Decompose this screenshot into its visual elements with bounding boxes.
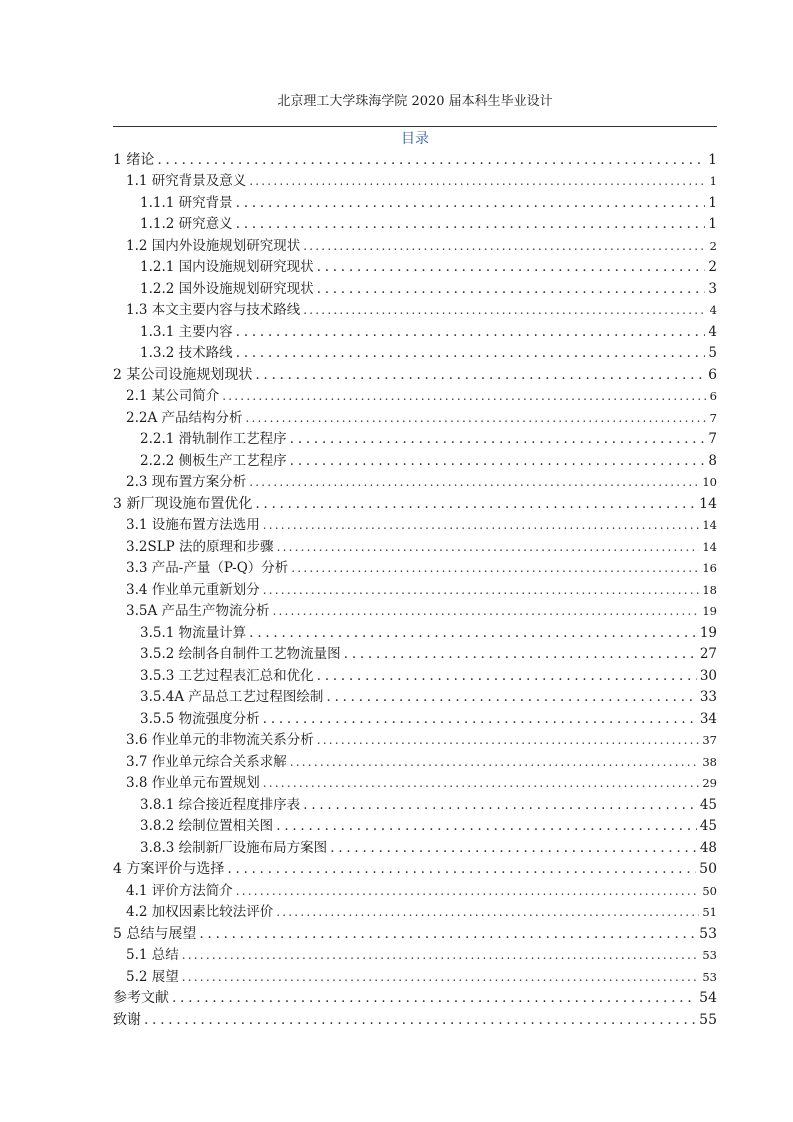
- toc-entry[interactable]: [113, 428, 717, 450]
- toc-entry-page: 18: [702, 582, 717, 597]
- toc-dot-leader: [249, 472, 699, 492]
- toc-entry-page: 4: [709, 303, 717, 317]
- toc-entry[interactable]: [113, 148, 717, 170]
- toc-entry-label: 1.2.1 国内设施规划研究现状: [140, 259, 314, 275]
- toc-entry-page: 1: [708, 216, 717, 232]
- toc-entry-label: 3.4 作业单元重新划分: [126, 581, 260, 598]
- table-of-contents: [113, 148, 717, 1030]
- toc-entry[interactable]: [113, 492, 717, 514]
- toc-entry-label: 3 新厂现设施布置优化: [113, 495, 253, 512]
- toc-entry[interactable]: [113, 858, 717, 880]
- toc-entry[interactable]: [113, 815, 717, 837]
- toc-dot-leader: [144, 1010, 696, 1030]
- toc-entry-page: 34: [699, 710, 717, 727]
- toc-dot-leader: [246, 408, 707, 428]
- toc-entry-label: 4 方案评价与选择: [113, 861, 225, 877]
- toc-entry-label: 致谢: [113, 1011, 141, 1028]
- toc-entry-page: 45: [699, 818, 717, 834]
- toc-dot-leader: [227, 859, 696, 879]
- toc-entry-page: 37: [702, 733, 717, 747]
- toc-entry[interactable]: [113, 277, 717, 299]
- toc-entry[interactable]: [113, 772, 717, 794]
- toc-entry-label: 2.3 现布置方案分析: [126, 474, 247, 490]
- toc-entry-page: 27: [699, 646, 717, 662]
- toc-entry-label: 1.3.2 技术路线: [140, 345, 233, 361]
- toc-entry-label: 3.3 产品-产量（P-Q）分析: [126, 560, 289, 576]
- toc-dot-leader: [326, 687, 696, 707]
- toc-entry[interactable]: [113, 557, 717, 579]
- toc-entry-label: 1.1.2 研究意义: [140, 216, 233, 232]
- toc-entry-label: 3.8.1 综合接近程度排序表: [140, 796, 301, 813]
- toc-entry[interactable]: [113, 664, 717, 686]
- toc-entry[interactable]: [113, 535, 717, 557]
- toc-title: 目录: [401, 131, 429, 147]
- toc-entry-page: 53: [702, 969, 717, 984]
- toc-entry[interactable]: [113, 944, 717, 966]
- toc-dot-leader: [172, 988, 696, 1008]
- toc-dot-leader: [273, 601, 700, 621]
- toc-entry-label: 3.5.3 工艺过程表汇总和优化: [140, 667, 314, 684]
- toc-dot-leader: [263, 580, 700, 600]
- toc-entry[interactable]: [113, 191, 717, 213]
- toc-entry-page: 5: [708, 345, 717, 361]
- toc-entry-page: 30: [699, 667, 717, 684]
- toc-entry[interactable]: [113, 234, 717, 256]
- toc-entry-page: 55: [699, 1011, 717, 1028]
- toc-entry-page: 33: [699, 689, 717, 705]
- toc-dot-leader: [317, 730, 700, 750]
- toc-entry[interactable]: [113, 836, 717, 858]
- toc-dot-leader: [303, 300, 706, 320]
- toc-entry-label: 2.2.2 侧板生产工艺程序: [140, 452, 287, 469]
- toc-entry-page: 48: [699, 839, 717, 856]
- toc-entry-page: 45: [699, 796, 717, 813]
- toc-entry[interactable]: [113, 213, 717, 235]
- toc-entry-page: 53: [702, 948, 717, 962]
- toc-dot-leader: [255, 365, 705, 385]
- toc-dot-leader: [249, 623, 697, 643]
- toc-entry[interactable]: [113, 879, 717, 901]
- toc-entry[interactable]: [113, 449, 717, 471]
- toc-entry-page: 1: [708, 194, 717, 211]
- toc-entry-page: 19: [702, 604, 717, 618]
- toc-dot-leader: [236, 193, 706, 213]
- toc-entry[interactable]: [113, 299, 717, 321]
- toc-entry-label: 3.1 设施布置方法选用: [126, 517, 260, 533]
- toc-entry-label: 1.2.2 国外设施规划研究现状: [140, 280, 314, 297]
- toc-entry-page: 8: [708, 452, 717, 469]
- toc-entry[interactable]: [113, 643, 717, 665]
- toc-entry-label: 1.2 国内外设施规划研究现状: [126, 237, 301, 254]
- toc-dot-leader: [317, 257, 706, 277]
- toc-entry[interactable]: [113, 922, 717, 944]
- toc-dot-leader: [330, 838, 697, 858]
- toc-entry-label: 3.6 作业单元的非物流关系分析: [126, 732, 314, 748]
- toc-entry[interactable]: [113, 471, 717, 493]
- toc-dot-leader: [291, 558, 699, 578]
- toc-dot-leader: [222, 386, 706, 406]
- toc-entry-label: 1.3 本文主要内容与技术路线: [126, 302, 301, 318]
- toc-dot-leader: [276, 902, 699, 922]
- toc-entry[interactable]: [113, 707, 717, 729]
- toc-dot-leader: [236, 322, 706, 342]
- toc-entry-page: 14: [702, 539, 717, 554]
- toc-entry-page: 7: [709, 410, 717, 425]
- toc-entry-page: 1: [709, 174, 717, 188]
- toc-dot-leader: [236, 343, 706, 363]
- toc-entry[interactable]: [113, 965, 717, 987]
- toc-entry-label: 2 某公司设施规划现状: [113, 366, 253, 383]
- toc-dot-leader: [182, 945, 700, 965]
- toc-entry-label: 5.2 展望: [126, 968, 179, 985]
- toc-dot-leader: [199, 924, 696, 944]
- toc-dot-leader: [303, 236, 706, 256]
- toc-entry-page: 50: [702, 883, 717, 898]
- toc-entry-label: 4.1 评价方法简介: [126, 882, 233, 899]
- toc-entry-page: 38: [702, 754, 717, 769]
- toc-dot-leader: [290, 429, 706, 449]
- toc-entry-label: 5.1 总结: [126, 947, 179, 963]
- toc-entry-page: 29: [702, 776, 717, 790]
- toc-entry-label: 2.2A 产品结构分析: [126, 409, 243, 426]
- toc-entry-label: 1.3.1 主要内容: [140, 323, 233, 340]
- toc-entry[interactable]: [113, 320, 717, 342]
- toc-entry[interactable]: [113, 363, 717, 385]
- toc-entry-label: 3.5.4A 产品总工艺过程图绘制: [140, 689, 324, 705]
- toc-entry-label: 3.2SLP 法的原理和步骤: [126, 538, 274, 555]
- toc-entry[interactable]: [113, 750, 717, 772]
- toc-entry-label: 参考文献: [113, 990, 169, 1006]
- toc-entry[interactable]: [113, 987, 717, 1009]
- toc-dot-leader: [255, 494, 696, 514]
- toc-entry-page: 10: [702, 475, 717, 489]
- page-header: 北京理工大学珠海学院 2020 届本科生毕业设计: [277, 94, 553, 109]
- toc-entry-label: 4.2 加权因素比较法评价: [126, 904, 274, 920]
- toc-entry-page: 53: [699, 925, 717, 942]
- toc-entry[interactable]: [113, 578, 717, 600]
- toc-entry[interactable]: [113, 170, 717, 192]
- toc-entry-label: 1.1 研究背景及意义: [126, 173, 247, 189]
- toc-entry-page: 14: [702, 518, 717, 532]
- toc-entry-page: 6: [708, 366, 717, 383]
- toc-dot-leader: [290, 752, 700, 772]
- toc-entry[interactable]: [113, 514, 717, 536]
- toc-dot-leader: [290, 451, 706, 471]
- toc-entry-page: 14: [699, 495, 717, 512]
- toc-entry[interactable]: [113, 729, 717, 751]
- toc-dot-leader: [182, 967, 700, 987]
- toc-dot-leader: [276, 816, 697, 836]
- toc-dot-leader: [317, 666, 697, 686]
- toc-entry-label: 3.8.3 绘制新厂设施布局方案图: [140, 839, 328, 856]
- toc-dot-leader: [344, 644, 697, 664]
- toc-entry-page: 19: [699, 624, 717, 641]
- toc-entry-label: 5 总结与展望: [113, 925, 197, 942]
- toc-entry[interactable]: [113, 1008, 717, 1030]
- toc-entry-page: 6: [709, 389, 717, 403]
- toc-entry-page: 16: [702, 561, 717, 575]
- toc-dot-leader: [236, 881, 700, 901]
- toc-dot-leader: [317, 279, 706, 299]
- toc-entry[interactable]: [113, 256, 717, 278]
- toc-entry-label: 1.1.1 研究背景: [140, 194, 233, 211]
- toc-dot-leader: [277, 537, 700, 557]
- toc-entry-page: 4: [708, 323, 717, 340]
- toc-entry[interactable]: [113, 686, 717, 708]
- toc-entry-label: 3.5.1 物流量计算: [140, 624, 247, 641]
- toc-entry[interactable]: [113, 793, 717, 815]
- toc-entry-page: 2: [708, 259, 717, 275]
- toc-entry-label: 2.1 某公司简介: [126, 388, 220, 404]
- toc-entry-page: 51: [702, 905, 717, 919]
- toc-entry-page: 50: [699, 861, 717, 877]
- toc-entry-page: 7: [708, 431, 717, 447]
- toc-dot-leader: [236, 214, 706, 234]
- toc-entry-label: 1 绪论: [113, 151, 155, 168]
- toc-entry-page: 2: [709, 238, 717, 253]
- toc-entry[interactable]: [113, 901, 717, 923]
- toc-entry-label: 3.7 作业单元综合关系求解: [126, 753, 287, 770]
- toc-entry-label: 3.8.2 绘制位置相关图: [140, 818, 274, 834]
- header-rule: [113, 126, 717, 127]
- toc-entry-label: 3.5A 产品生产物流分析: [126, 603, 270, 619]
- toc-dot-leader: [249, 171, 706, 191]
- toc-dot-leader: [263, 773, 700, 793]
- toc-entry[interactable]: [113, 385, 717, 407]
- toc-entry[interactable]: [113, 600, 717, 622]
- toc-entry-label: 3.5.2 绘制各自制件工艺物流量图: [140, 646, 341, 662]
- toc-dot-leader: [263, 515, 700, 535]
- toc-entry-page: 1: [708, 151, 717, 168]
- toc-entry[interactable]: [113, 342, 717, 364]
- toc-entry[interactable]: [113, 406, 717, 428]
- toc-dot-leader: [157, 150, 705, 170]
- toc-dot-leader: [303, 795, 697, 815]
- toc-entry[interactable]: [113, 621, 717, 643]
- toc-entry-page: 54: [699, 990, 717, 1006]
- toc-entry-page: 3: [708, 280, 717, 297]
- toc-entry-label: 3.8 作业单元布置规划: [126, 775, 260, 791]
- toc-entry-label: 3.5.5 物流强度分析: [140, 710, 260, 727]
- toc-dot-leader: [263, 709, 697, 729]
- toc-entry-label: 2.2.1 滑轨制作工艺程序: [140, 431, 287, 447]
